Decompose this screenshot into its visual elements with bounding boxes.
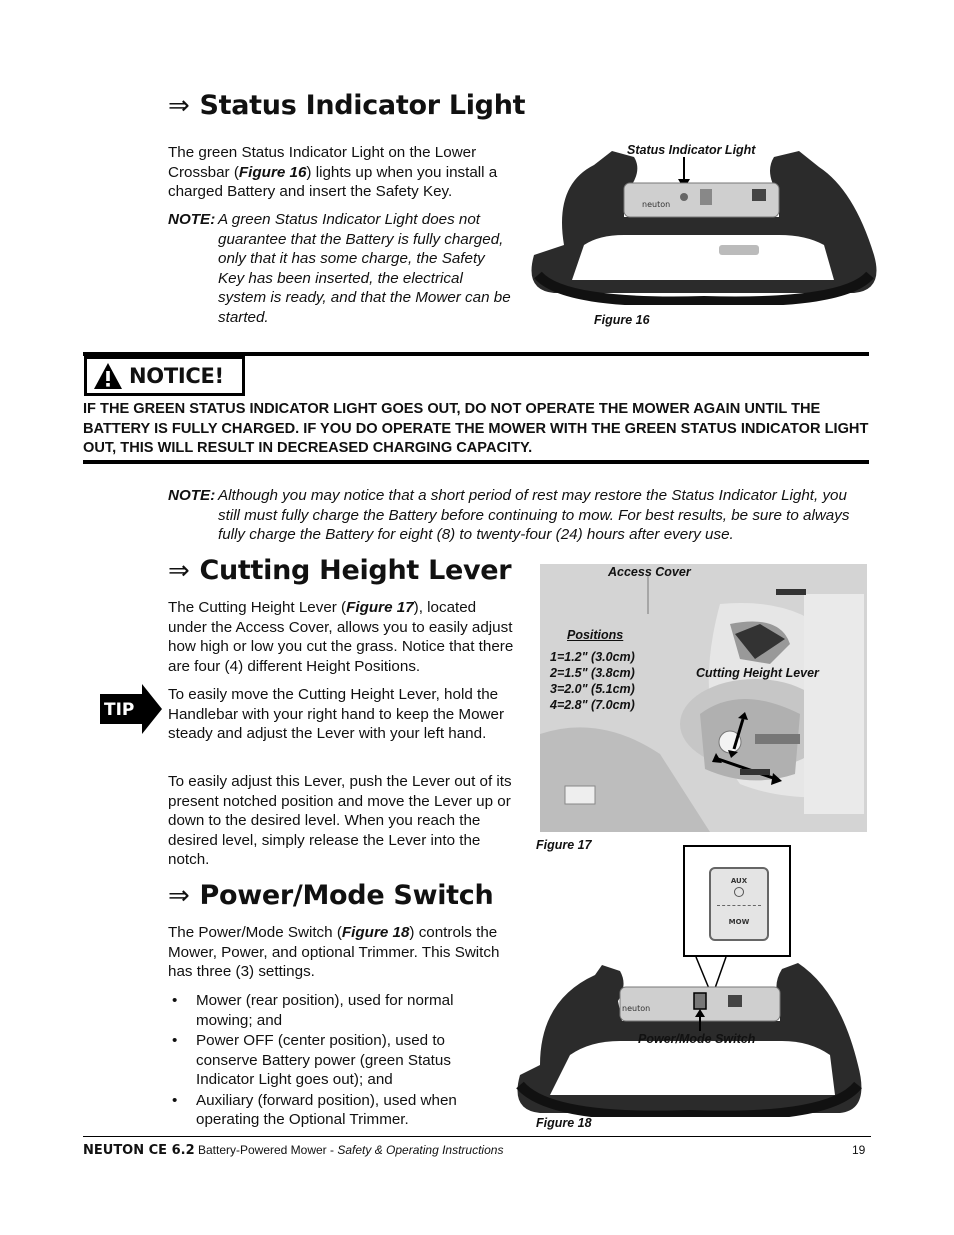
switch-mow-label: MOW — [728, 918, 750, 926]
section-heading-status-indicator: ⇒ Status Indicator Light — [168, 90, 526, 121]
notice-badge — [84, 356, 245, 396]
power-mode-settings-list — [168, 991, 488, 1131]
footer-brand: NEUTON CE 6.2 — [83, 1143, 195, 1158]
switch-divider — [717, 905, 761, 906]
figure-17-lever-label: Cutting Height Lever — [696, 666, 819, 680]
position-4: 4=2.8" (7.0cm) — [550, 698, 635, 712]
figure-17-ref: Figure 17 — [346, 599, 414, 616]
setting-auxiliary: • Auxiliary (forward position), used when operating the Optional Trimmer. — [168, 1091, 488, 1130]
setting-power-off: • Power OFF (center position), used to conserve Battery power (green Status Indicator Light goes out); and — [168, 1031, 488, 1090]
footer-text — [83, 1143, 503, 1158]
notice-bottom-rule — [83, 460, 869, 464]
tip-label: TIP — [104, 700, 135, 720]
page-number: 19 — [852, 1143, 866, 1157]
figure-17-access-cover-label: Access Cover — [608, 565, 691, 579]
figure-18-callout: Power/Mode Switch — [638, 1032, 756, 1046]
figure-17-photo — [540, 564, 867, 832]
position-2: 2=1.5" (3.8cm) — [550, 666, 635, 680]
section-heading-cutting-height: ⇒ Cutting Height Lever — [168, 555, 512, 586]
notice-label: NOTICE! — [129, 364, 224, 388]
svg-text:neuton: neuton — [622, 1004, 651, 1013]
figure-16-handlebar-image — [524, 145, 884, 305]
figure-16-caption: Figure 16 — [594, 313, 650, 327]
setting-mower: • Mower (rear position), used for normal mowing; and — [168, 991, 488, 1030]
footer-desc: Battery-Powered Mower - — [197, 1143, 338, 1157]
status-note: NOTE: A green Status Indicator Light does not guarantee that the Battery is fully charged, only that it has some charge, the Safety Key has been inserted, the electrical system is ready, and that the Mower can be started. — [168, 211, 511, 326]
switch-aux-label: AUX — [730, 877, 748, 885]
tip-paragraph: To easily move the Cutting Height Lever, hold the Handlebar with your right hand to keep the Mower steady and adjust the Lever with your left hand. — [168, 686, 505, 742]
status-paragraph: The green Status Indicator Light on the Lower Crossbar (Figure 16) lights up when you install a charged Battery and insert the Safety Key. — [168, 144, 498, 200]
position-1: 1=1.2" (3.0cm) — [550, 650, 635, 664]
figure-18-caption: Figure 18 — [536, 1116, 592, 1130]
figure-18-switch-closeup — [683, 845, 791, 957]
switch-rocker — [709, 867, 769, 941]
svg-text:neuton: neuton — [642, 200, 671, 209]
figure-16-ref: Figure 16 — [238, 163, 307, 181]
power-icon — [734, 887, 744, 897]
section-heading-power-mode: ⇒ Power/Mode Switch — [168, 880, 494, 911]
cutting-height-paragraph: The Cutting Height Lever (Figure 17), located under the Access Cover, allows you to easily adjust how high or low you cut the grass. Notice that there are four (4) different Height Positions. — [168, 599, 514, 675]
position-3: 3=2.0" (5.1cm) — [550, 682, 635, 696]
figure-17-positions-title: Positions — [567, 628, 624, 642]
figure-16-callout: Status Indicator Light — [627, 143, 756, 157]
tip-arrow-icon — [100, 684, 162, 734]
warning-triangle-icon — [93, 362, 123, 390]
power-mode-paragraph: The Power/Mode Switch (Figure 18) controls the Mower, Power, and optional Trimmer. This Switch has three (3) settings. — [168, 924, 500, 980]
figure-18-ref: Figure 18 — [341, 924, 410, 941]
lever-adjust-paragraph: To easily adjust this Lever, push the Lever out of its present notched position and move the Lever up or down to the desired level. When you reach the desired level, simply release the Lever into the notch. — [168, 773, 512, 868]
footer-desc-italic: Safety & Operating Instructions — [337, 1143, 504, 1157]
footer-rule — [83, 1136, 871, 1137]
notice-text: IF THE GREEN STATUS INDICATOR LIGHT GOES OUT, DO NOT OPERATE THE MOWER AGAIN UNTIL THE BATTERY IS FULLY CHARGED. IF YOU DO OPERATE THE MOWER WITH THE GREEN STATUS INDICATOR LIGHT OUT, THIS WILL RESULT IN DECREASED CHARGING CAPACITY. — [83, 401, 869, 457]
figure-17-caption: Figure 17 — [536, 838, 592, 852]
rest-note: NOTE: Although you may notice that a short period of rest may restore the Status Indicator Light, you still must fully charge the Battery before continuing to mow. For best results, be sure to always fully charge the Battery for eight (8) to twenty-four (24) hours after every use. — [168, 487, 850, 543]
figure-17-positions-list — [550, 649, 635, 713]
